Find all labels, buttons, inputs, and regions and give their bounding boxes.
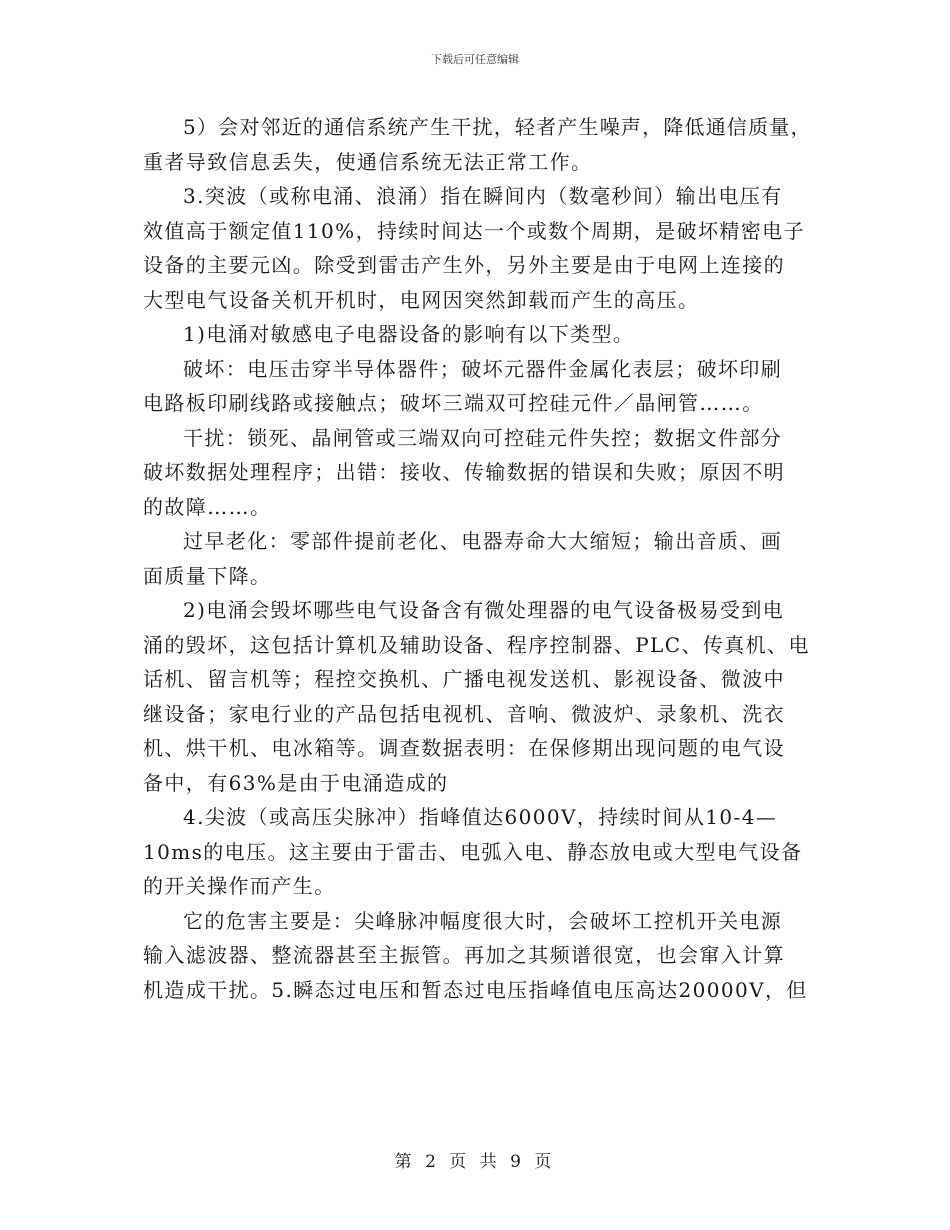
- text-line: 3.突波（或称电涌、浪涌）指在瞬间内（数毫秒间）输出电压有: [183, 184, 783, 208]
- text-line: 的开关操作而产生。: [143, 874, 336, 898]
- text-line: 5）会对邻近的通信系统产生干扰，轻者产生噪声，降低通信质量，: [183, 115, 812, 139]
- text-line: 重者导致信息丢失，使通信系统无法正常工作。: [143, 149, 593, 174]
- page-header: 下载后可任意编辑: [431, 53, 519, 66]
- text-line: 涌的毁坏，这包括计算机及辅助设备、程序控制器、PLC、传真机、电: [143, 632, 810, 657]
- paragraph: [143, 524, 813, 593]
- paragraph: [143, 421, 813, 525]
- text-line: 过早老化：零部件提前老化、电器寿命大大缩短；输出音质、画: [183, 529, 783, 553]
- text-line: 面质量下降。: [143, 563, 272, 588]
- paragraph: [143, 317, 813, 352]
- text-line: 破坏：电压击穿半导体器件；破坏元器件金属化表层；破坏印刷: [183, 356, 783, 381]
- text-line: 破坏数据处理程序；出错：接收、传输数据的错误和失败；原因不明: [143, 460, 785, 484]
- paragraph: [143, 110, 813, 179]
- paragraph: [143, 179, 813, 317]
- paragraph: [143, 352, 813, 421]
- text-line: 的故障……。: [143, 494, 272, 519]
- text-line: 机造成干扰。5.瞬态过电压和暂态过电压指峰值电压高达20000V，但: [143, 977, 808, 1002]
- page-footer: 第 2 页 共 9 页: [394, 1152, 556, 1172]
- text-line: 继设备；家电行业的产品包括电视机、音响、微波炉、录象机、洗衣: [143, 701, 785, 726]
- text-line: 干扰：锁死、晶闸管或三端双向可控硅元件失控；数据文件部分: [183, 425, 783, 450]
- text-line: 电路板印刷线路或接触点；破坏三端双可控硅元件／晶闸管……。: [143, 391, 764, 415]
- document-body: [143, 110, 813, 1007]
- text-line: 2)电涌会毁坏哪些电气设备含有微处理器的电气设备极易受到电: [183, 598, 785, 622]
- text-line: 机、烘干机、电冰箱等。调查数据表明：在保修期出现问题的电气设: [143, 736, 785, 760]
- text-line: 4.尖波（或高压尖脉冲）指峰值达6000V，持续时间从10-4—: [183, 805, 778, 829]
- text-line: 效值高于额定值110%，持续时间达一个或数个周期，是破坏精密电子: [143, 218, 805, 243]
- text-line: 设备的主要元凶。除受到雷击产生外，另外主要是由于电网上连接的: [143, 253, 785, 277]
- text-line: 备中，有63%是由于电涌造成的: [143, 770, 449, 795]
- paragraph: [143, 800, 813, 904]
- text-line: 输入滤波器、整流器甚至主振管。再加之其频谱很宽，也会窜入计算: [143, 943, 785, 967]
- text-line: 大型电气设备关机开机时，电网因突然卸载而产生的高压。: [143, 287, 700, 312]
- text-line: 话机、留言机等；程控交换机、广播电视发送机、影视设备、微波中: [143, 667, 785, 691]
- text-line: 10ms的电压。这主要由于雷击、电弧入电、静态放电或大型电气设备: [143, 839, 803, 864]
- text-line: 它的危害主要是：尖峰脉冲幅度很大时，会破坏工控机开关电源: [183, 908, 783, 933]
- paragraph: [143, 904, 813, 1008]
- paragraph: [143, 593, 813, 800]
- text-line: 1)电涌对敏感电子电器设备的影响有以下类型。: [183, 322, 635, 346]
